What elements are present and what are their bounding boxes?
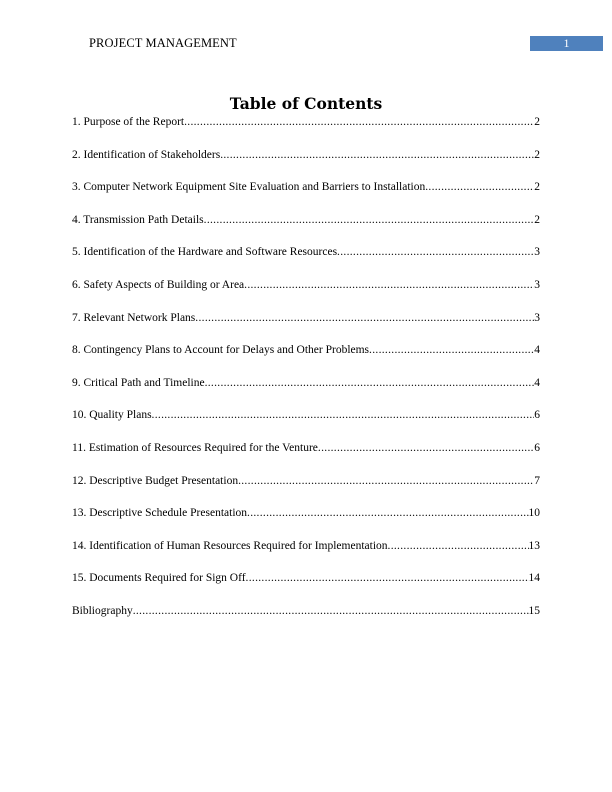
toc-entry-label: 1. Purpose of the Report <box>72 116 185 128</box>
toc-entry-network-plans[interactable] <box>72 311 540 344</box>
toc-entry-page: 2 <box>534 148 540 161</box>
toc-entry-sign-off[interactable] <box>72 571 540 604</box>
dot-leader <box>152 408 535 422</box>
toc-entry-page: 3 <box>534 278 540 291</box>
toc-entry-page: 2 <box>534 116 540 128</box>
toc-entry-page: 4 <box>534 344 540 357</box>
dot-leader <box>195 311 534 325</box>
toc-entry-stakeholders[interactable] <box>72 148 540 181</box>
toc-entry-quality-plans[interactable] <box>72 408 540 441</box>
toc-entry-label: Bibliography <box>72 604 133 617</box>
toc-title: Table of Contents <box>229 94 383 113</box>
toc-entry-label: 12. Descriptive Budget Presentation <box>72 474 239 487</box>
toc-entry-page: 4 <box>534 376 540 389</box>
dot-leader <box>133 604 529 618</box>
dot-leader <box>369 343 534 357</box>
toc-entry-site-evaluation[interactable] <box>72 180 540 213</box>
toc-entry-label: 15. Documents Required for Sign Off <box>72 572 246 585</box>
toc-entry-resources[interactable] <box>72 441 540 474</box>
toc-entry-label: 11. Estimation of Resources Required for the Venture <box>72 441 318 454</box>
dot-leader <box>247 506 528 520</box>
dot-leader <box>204 213 535 227</box>
toc-entry-label: 2. Identification of Stakeholders <box>72 148 221 161</box>
dot-leader <box>318 441 534 455</box>
toc-entry-page: 3 <box>534 311 540 324</box>
toc-entry-page: 6 <box>534 441 540 454</box>
dot-leader <box>425 180 534 194</box>
dot-leader <box>337 245 534 259</box>
toc-entry-page: 7 <box>534 474 540 487</box>
toc-entry-page: 6 <box>534 409 540 422</box>
table-of-contents <box>72 115 540 637</box>
toc-entry-contingency[interactable] <box>72 343 540 376</box>
toc-entry-purpose[interactable] <box>72 115 540 148</box>
toc-entry-schedule[interactable] <box>72 506 540 539</box>
dot-leader <box>244 278 534 292</box>
toc-entry-page: 15 <box>528 604 540 617</box>
page-number-badge: 1 <box>530 36 603 51</box>
toc-entry-page: 2 <box>534 213 540 226</box>
dot-leader <box>220 148 534 162</box>
toc-entry-hardware-software[interactable] <box>72 245 540 278</box>
toc-entry-budget[interactable] <box>72 474 540 507</box>
dot-leader <box>205 376 535 390</box>
toc-entry-label: 14. Identification of Human Resources Required for Implementation <box>72 539 388 552</box>
toc-entry-label: 3. Computer Network Equipment Site Evaluation and Barriers to Installation <box>72 181 426 194</box>
toc-entry-label: 7. Relevant Network Plans <box>72 311 196 324</box>
toc-entry-critical-path[interactable] <box>72 376 540 409</box>
dot-leader <box>246 571 529 585</box>
toc-entry-page: 13 <box>528 539 540 552</box>
toc-entry-label: 8. Contingency Plans to Account for Delays and Other Problems <box>72 344 370 357</box>
toc-entry-bibliography[interactable] <box>72 604 540 637</box>
toc-entry-page: 3 <box>534 246 540 259</box>
toc-entry-safety[interactable] <box>72 278 540 311</box>
toc-entry-label: 5. Identification of the Hardware and Software Resources <box>72 246 338 259</box>
toc-entry-label: 6. Safety Aspects of Building or Area <box>72 278 245 291</box>
toc-entry-label: 10. Quality Plans <box>72 409 152 422</box>
toc-entry-page: 14 <box>528 572 540 585</box>
toc-entry-page: 2 <box>534 181 540 194</box>
toc-entry-transmission-path[interactable] <box>72 213 540 246</box>
toc-entry-page: 10 <box>528 507 540 520</box>
toc-entry-label: 9. Critical Path and Timeline <box>72 376 205 389</box>
dot-leader <box>184 115 534 129</box>
dot-leader <box>388 539 529 553</box>
toc-entry-human-resources[interactable] <box>72 539 540 572</box>
dot-leader <box>238 474 534 488</box>
running-header-title: PROJECT MANAGEMENT <box>89 36 237 50</box>
toc-entry-label: 13. Descriptive Schedule Presentation <box>72 507 248 520</box>
toc-entry-label: 4. Transmission Path Details <box>72 213 204 226</box>
